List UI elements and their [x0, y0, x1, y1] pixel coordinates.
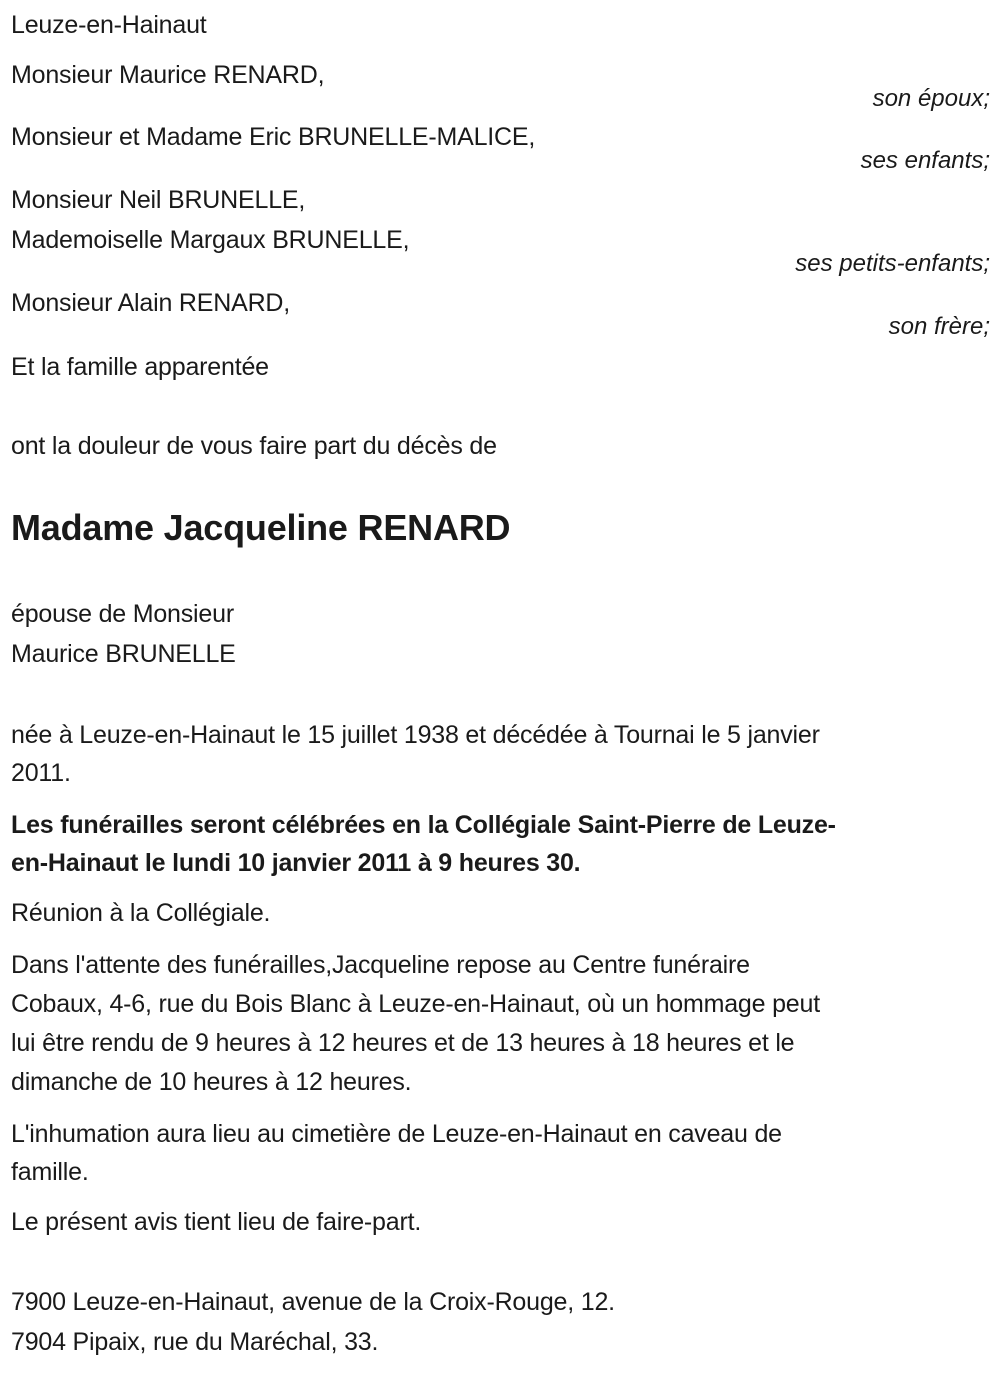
announcement: ont la douleur de vous faire part du décès de — [11, 432, 497, 460]
family-relation: ses petits-enfants; — [795, 250, 990, 277]
extended-family: Et la famille apparentée — [11, 353, 269, 381]
visitation-line: Cobaux, 4-6, rue du Bois Blanc à Leuze-en-Hainaut, où un hommage peut — [11, 990, 820, 1018]
birth-death-line: née à Leuze-en-Hainaut le 15 juillet 1938 et décédée à Tournai le 5 janvier — [11, 721, 820, 749]
family-member-name: Mademoiselle Margaux BRUNELLE, — [11, 226, 410, 254]
family-member-name: Monsieur et Madame Eric BRUNELLE-MALICE, — [11, 123, 536, 151]
deceased-name: Madame Jacqueline RENARD — [11, 507, 511, 548]
spouse-line: épouse de Monsieur — [11, 600, 234, 628]
family-member-name: Monsieur Alain RENARD, — [11, 289, 291, 317]
address: 7900 Leuze-en-Hainaut, avenue de la Croix-Rouge, 12. — [11, 1288, 615, 1316]
notice: Le présent avis tient lieu de faire-part. — [11, 1208, 422, 1236]
address: 7904 Pipaix, rue du Maréchal, 33. — [11, 1328, 379, 1356]
visitation-line: Dans l'attente des funérailles,Jacqueline repose au Centre funéraire — [11, 951, 750, 979]
town: Leuze-en-Hainaut — [11, 11, 207, 39]
family-member-name: Monsieur Maurice RENARD, — [11, 61, 325, 89]
funeral-line: Les funérailles seront célébrées en la Collégiale Saint-Pierre de Leuze- — [11, 811, 836, 839]
birth-death-line: 2011. — [11, 759, 71, 787]
visitation-line: dimanche de 10 heures à 12 heures. — [11, 1068, 412, 1096]
funeral-line: en-Hainaut le lundi 10 janvier 2011 à 9 heures 30. — [11, 849, 581, 877]
burial-line: L'inhumation aura lieu au cimetière de Leuze-en-Hainaut en caveau de — [11, 1120, 782, 1148]
visitation-line: lui être rendu de 9 heures à 12 heures et de 13 heures à 18 heures et le — [11, 1029, 795, 1057]
family-relation: ses enfants; — [860, 147, 990, 174]
family-member-name: Monsieur Neil BRUNELLE, — [11, 186, 306, 214]
spouse-line: Maurice BRUNELLE — [11, 640, 236, 668]
family-relation: son époux; — [872, 85, 990, 112]
family-relation: son frère; — [888, 313, 990, 340]
burial-line: famille. — [11, 1158, 89, 1186]
meeting: Réunion à la Collégiale. — [11, 899, 271, 927]
